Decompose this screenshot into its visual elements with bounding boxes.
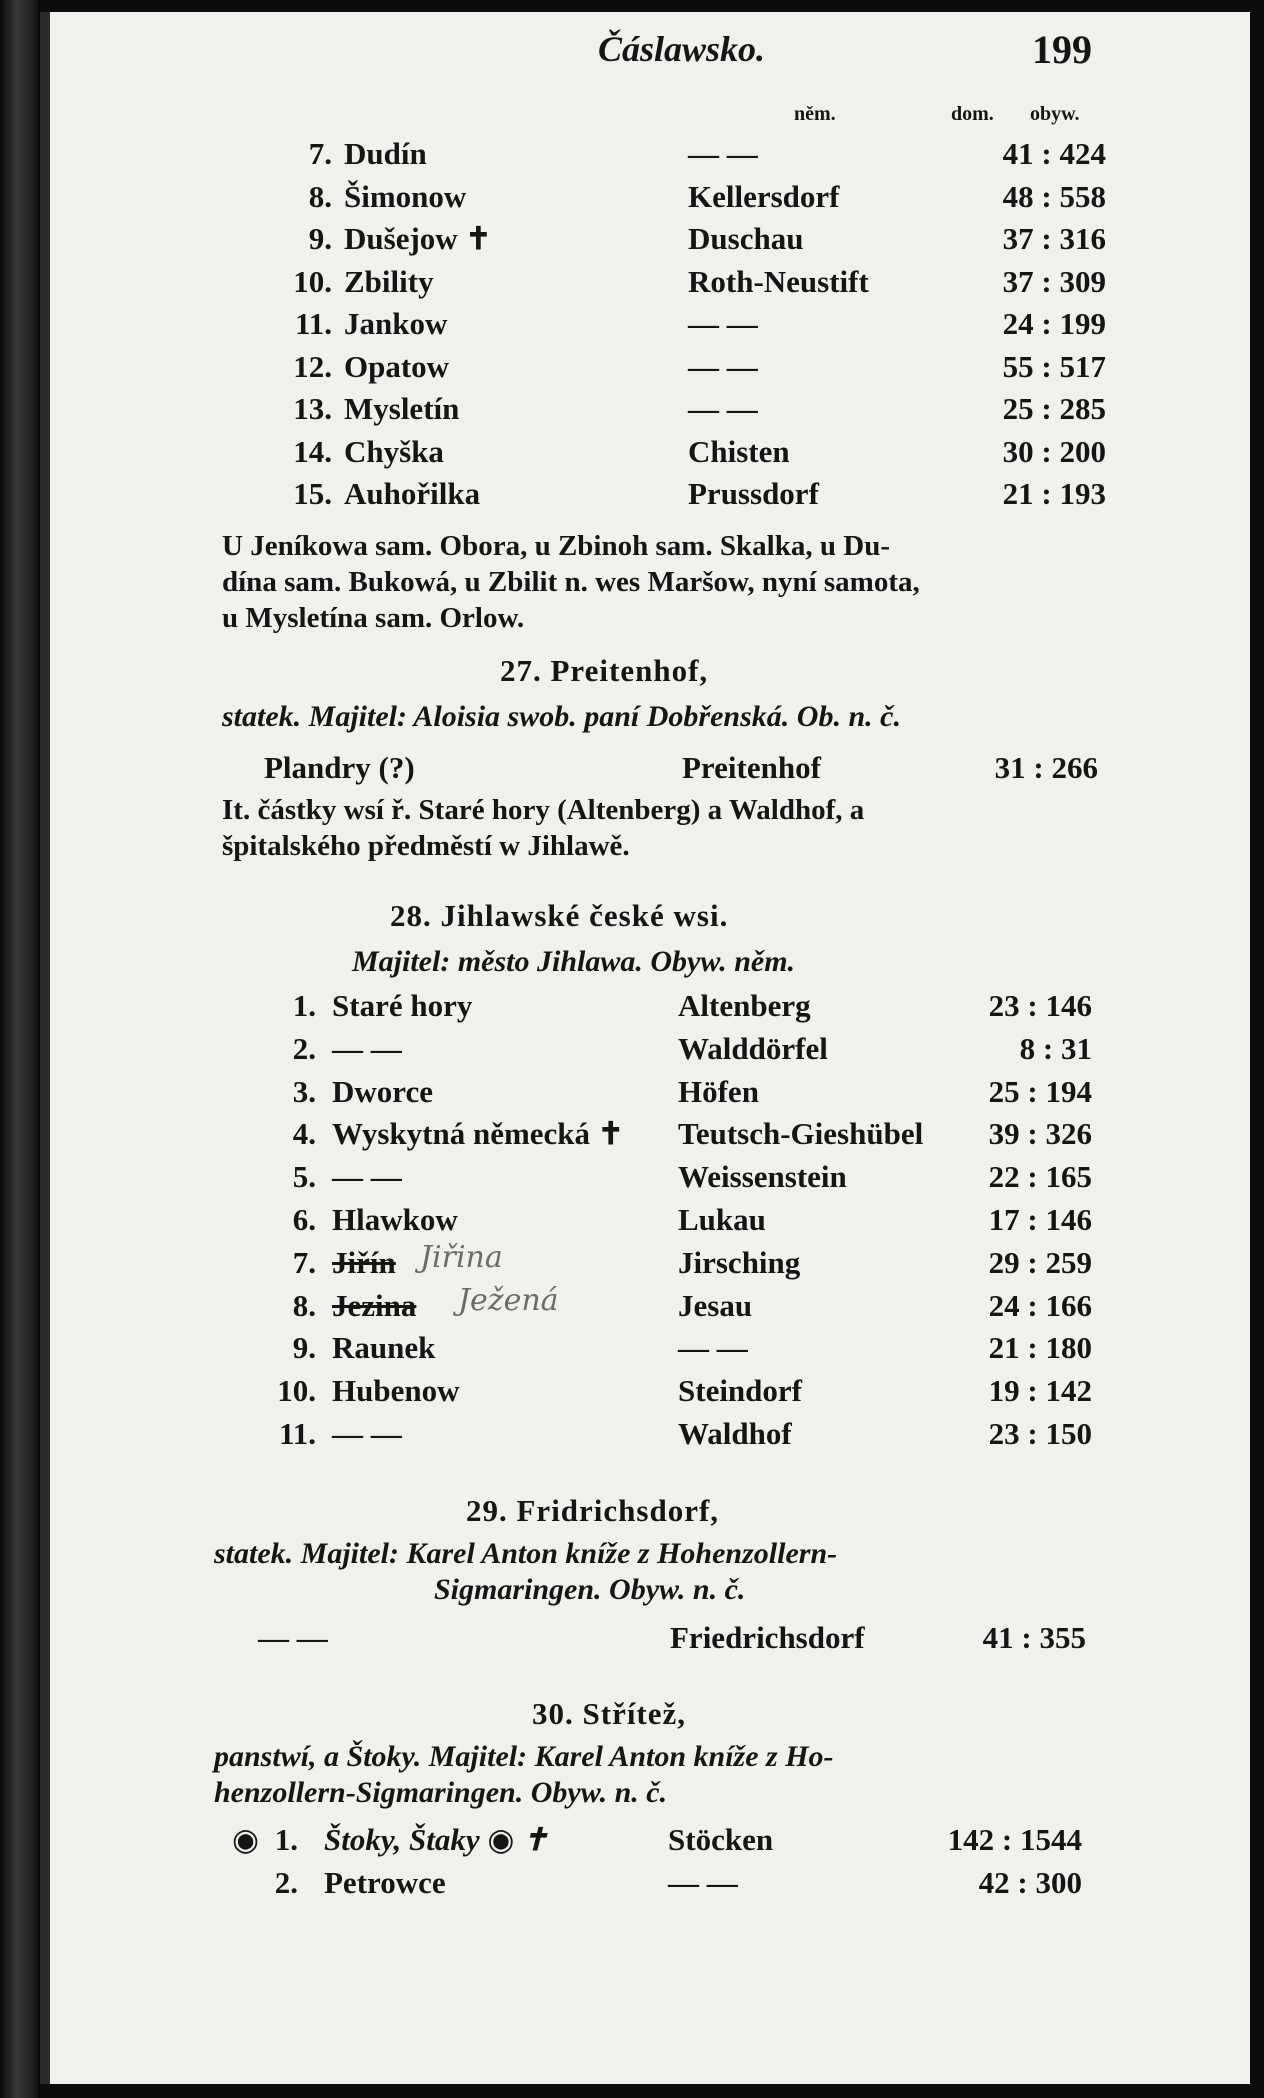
row-count: 31 : 266 [994, 750, 1098, 785]
row-name: Jezina [332, 1287, 417, 1323]
row-name: Auhořilka [344, 476, 481, 511]
row-german-name: Roth-Neustift [688, 263, 869, 299]
row-german-name: Friedrichsdorf [670, 1620, 865, 1655]
page-header-title: Čáslawsko. [598, 29, 766, 69]
row-count: 41 : 355 [982, 1620, 1086, 1655]
row-number: 14. [293, 433, 332, 469]
row-german-name: — — [688, 136, 758, 171]
row-name: Wyskytná německá ✝ [332, 1116, 624, 1152]
row-german-name: Chisten [688, 433, 790, 469]
row-count: 8 : 31 [1019, 1030, 1092, 1066]
section-owner-29-line1: statek. Majitel: Karel Anton kníže z Hohenzollern- [214, 1537, 838, 1570]
row-number: 12. [293, 348, 332, 384]
row-count: 23 : 146 [988, 988, 1092, 1023]
row-count: 24 : 166 [988, 1287, 1092, 1323]
row-count: 23 : 150 [988, 1416, 1092, 1451]
section-owner-30-line2: henzollern-Sigmaringen. Obyw. n. č. [214, 1776, 668, 1809]
row-german-name: Teutsch-Gieshübel [678, 1116, 924, 1152]
row-name: — — [258, 1620, 328, 1655]
row-count: 142 : 1544 [947, 1822, 1082, 1857]
row-german-name: — — [688, 348, 758, 384]
row-german-name: Steindorf [678, 1373, 802, 1409]
row-german-name: Waldhof [678, 1416, 792, 1451]
note-line: u Mysletína sam. Orlow. [222, 602, 525, 634]
row-number: 1. [292, 988, 316, 1023]
row-name: Chyška [344, 433, 444, 469]
row-number: 9. [292, 1330, 316, 1366]
handwritten-annotation: Jiřina [420, 1240, 503, 1275]
note-line: U Jeníkowa sam. Obora, u Zbinoh sam. Skalka, u Du- [222, 530, 890, 562]
section-title-28: 28. Jihlawské české wsi. [390, 898, 729, 933]
row-number: 7. [292, 1244, 316, 1280]
row-count: 41 : 424 [1002, 136, 1106, 171]
section-owner-28: Majitel: město Jihlawa. Obyw. něm. [352, 945, 796, 978]
row-count: 29 : 259 [988, 1244, 1092, 1280]
row-german-name: Kellersdorf [688, 178, 840, 214]
col-header-inhabitants: obyw. [1030, 103, 1080, 125]
row-german-name: Höfen [678, 1073, 759, 1109]
row-number: 7. [308, 136, 332, 171]
row-name: Dušejow ✝ [344, 221, 492, 256]
row-number: 13. [293, 391, 332, 426]
row-count: 24 : 199 [1002, 306, 1106, 341]
row-name: Staré hory [332, 988, 473, 1023]
row-german-name: Prussdorf [688, 476, 819, 511]
row-number: 8. [308, 178, 332, 214]
row-name: Jiřín [332, 1244, 396, 1280]
row-name: Hubenow [332, 1373, 460, 1409]
row-german-name: — — [678, 1330, 748, 1366]
row-number: 2. [274, 1865, 298, 1900]
col-header-german: něm. [794, 103, 836, 125]
row-number: 5. [292, 1159, 316, 1195]
section-owner-27: statek. Majitel: Aloisia swob. paní Dobřenská. Ob. n. č. [222, 700, 901, 733]
row-german-name: Altenberg [678, 988, 811, 1023]
page-number: 199 [1032, 27, 1092, 72]
row-count: 39 : 326 [988, 1116, 1092, 1152]
note-line: dína sam. Bukowá, u Zbilit n. wes Maršow, nyní samota, [222, 566, 920, 598]
book-fold [0, 0, 38, 2098]
row-count: 55 : 517 [1002, 348, 1106, 384]
row-number: 6. [292, 1202, 316, 1237]
note-line: It. částky wsí ř. Staré hory (Altenberg) a Waldhof, a [222, 794, 865, 826]
row-count: 42 : 300 [978, 1865, 1082, 1900]
row-name: Mysletín [344, 391, 460, 426]
row-german-name: Jirsching [678, 1244, 801, 1280]
row-number: 4. [292, 1116, 316, 1152]
row-number: 8. [292, 1287, 316, 1323]
row-number: 10. [293, 263, 332, 299]
row-german-name: — — [688, 391, 758, 426]
row-german-name: — — [668, 1865, 738, 1900]
row-count: 21 : 180 [988, 1330, 1092, 1366]
row-number: 10. [277, 1373, 316, 1409]
row-count: 17 : 146 [988, 1202, 1092, 1237]
row-count: 25 : 194 [988, 1073, 1092, 1109]
row-count: 19 : 142 [988, 1373, 1092, 1409]
row-name: Zbility [344, 263, 434, 299]
row-count: 22 : 165 [988, 1159, 1092, 1195]
section-title-27: 27. Preitenhof, [500, 653, 709, 688]
row-number: 9. [308, 221, 332, 256]
section-title-29: 29. Fridrichsdorf, [466, 1493, 720, 1528]
row-name: Štoky, Štaky ◉ ✝ [324, 1822, 549, 1857]
row-count: 37 : 316 [1002, 221, 1106, 256]
row-german-name: Duschau [688, 221, 804, 256]
col-header-houses: dom. [951, 103, 994, 125]
row-name: — — [332, 1416, 402, 1451]
row-number: 2. [292, 1030, 316, 1066]
note-line: špitalského předměstí w Jihlawě. [222, 830, 630, 862]
row-name: Jankow [344, 306, 448, 341]
row-german-name: — — [688, 306, 758, 341]
row-number: 11. [294, 306, 332, 341]
row-german-name: Stöcken [668, 1822, 774, 1857]
row-count: 37 : 309 [1002, 263, 1106, 299]
row-name: Petrowce [324, 1865, 446, 1900]
row-name: — — [332, 1159, 402, 1195]
section-owner-30-line1: panstwí, a Štoky. Majitel: Karel Anton kníže z Ho- [214, 1740, 834, 1773]
row-name: — — [332, 1030, 402, 1066]
section-title-30: 30. Střítež, [532, 1696, 687, 1731]
row-name: Plandry (?) [264, 750, 415, 785]
row-count: 30 : 200 [1002, 433, 1106, 469]
row-number: 1. [274, 1822, 298, 1857]
row-german-name: Lukau [678, 1202, 766, 1237]
row-name: Opatow [344, 348, 450, 384]
row-count: 21 : 193 [1002, 476, 1106, 511]
mark-symbol: ◉ [232, 1822, 260, 1857]
row-german-name: Walddörfel [678, 1030, 828, 1066]
row-number: 15. [293, 476, 332, 511]
row-german-name: Preitenhof [682, 750, 821, 785]
row-german-name: Jesau [678, 1287, 753, 1323]
row-number: 3. [292, 1073, 316, 1109]
handwritten-annotation: Ježená [458, 1283, 559, 1318]
row-name: Raunek [332, 1330, 436, 1366]
row-count: 25 : 285 [1002, 391, 1106, 426]
row-name: Dworce [332, 1073, 433, 1109]
row-name: Dudín [344, 136, 427, 171]
row-number: 11. [278, 1416, 316, 1451]
section-owner-29-line2: Sigmaringen. Obyw. n. č. [434, 1573, 746, 1606]
row-count: 48 : 558 [1002, 178, 1106, 214]
row-name: Šimonow [344, 178, 467, 214]
row-name: Hlawkow [332, 1202, 458, 1237]
row-german-name: Weissenstein [678, 1159, 847, 1195]
